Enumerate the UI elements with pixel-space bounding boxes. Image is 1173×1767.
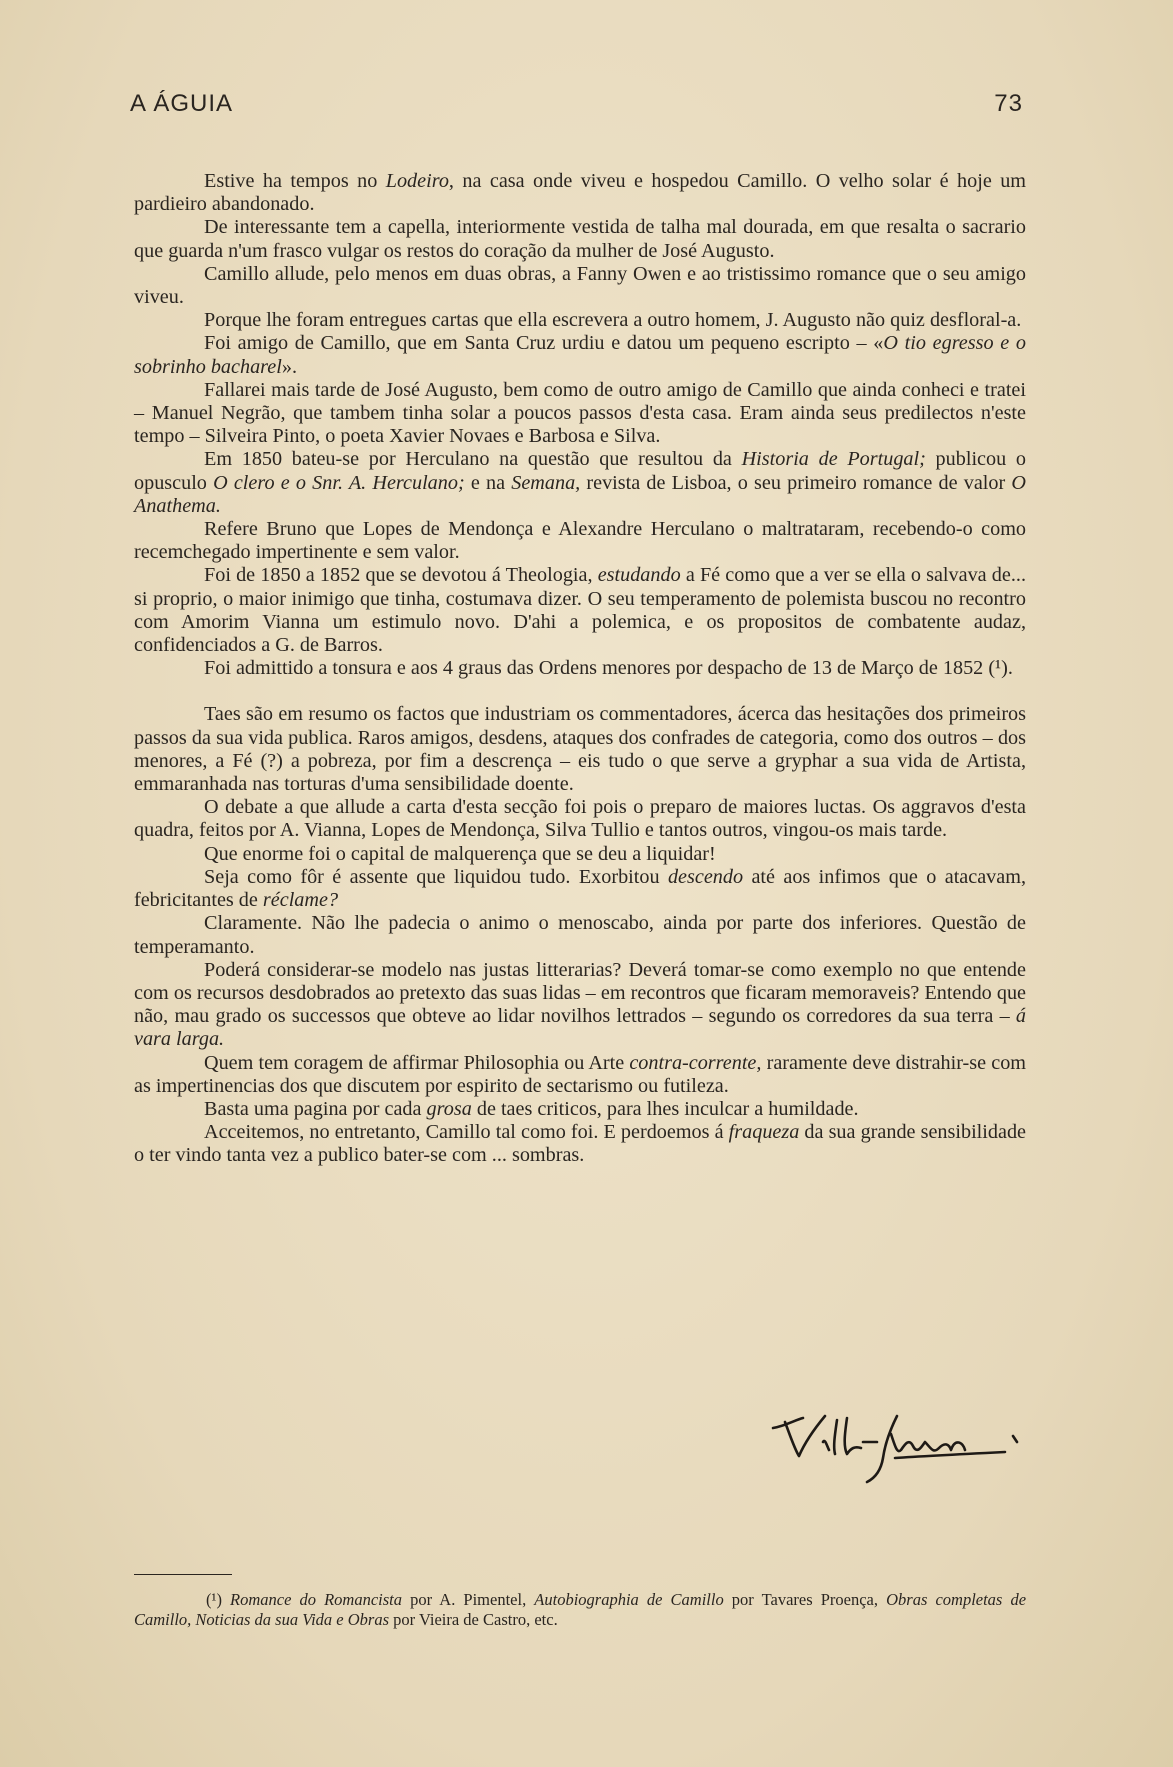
text-run: Taes são em resumo os factos que industriam os commentadores, ácerca das hesitações dos primeiros passos da sua vida publica. Raros amigos, desdens, ataques dos confrades de categoria, como dos outros – dos menores, a Fé (?) a pobreza, por fim a descrença – eis tudo o que serve a gryphar a sua vida de Artista, emmaranhada nas torturas d'uma sensibilidade doente. [134,703,1026,796]
text-run: (¹) [206,1590,231,1609]
text-run: , na casa onde viveu e hospedou Camillo. O velho solar é hoje um pardieiro abandonado. [134,170,1027,216]
paragraph [134,332,1026,378]
italic-text: Obras completas de Camillo, Noticias da sua Vida e Obras [134,1590,1027,1629]
italic-text: estudando [597,564,681,587]
text-run: Foi de 1850 a 1852 que se devotou á Theologia, [204,564,598,587]
paragraph [134,866,1026,912]
text-run: Seja como fôr é assente que liquidou tudo. Exorbitou [204,865,668,888]
article-body [134,170,1026,1168]
paragraph [134,703,1026,796]
footnote [134,1590,1026,1630]
text-run: Que enorme foi o capital de malquerença que se deu a liquidar! [204,842,716,865]
text-run: Camillo allude, pelo menos em duas obras, a Fanny Owen e ao tristissimo romance que o seu amigo viveu. [134,262,1026,309]
paragraph [134,1121,1026,1167]
italic-text: Autobiographia de Camillo [534,1590,724,1609]
text-run: e na [464,471,512,494]
italic-text: Semana, [511,471,581,494]
text-run: revista de Lisboa, o seu primeiro romance de valor [580,471,1012,494]
italic-text: réclame? [262,889,339,912]
journal-title: A ÁGUIA [130,90,234,117]
italic-text: descendo [667,865,744,888]
text-run: Em 1850 bateu-se por Herculano na questão que resultou da [204,448,742,471]
paragraph [134,448,1026,518]
text-run: raramente deve distrahir-se com as impertinencias dos que discutem por espirito de sectarismo ou futileza. [134,1051,1026,1097]
text-run: O debate a que allude a carta d'esta secção foi pois o preparo de maiores luctas. Os aggravos d'esta quadra, feitos por A. Vianna, Lopes de Mendonça, Silva Tullio e tantos outros, vingou-os mais tarde. [134,796,1026,842]
paragraph [134,518,1026,564]
italic-text: Historia de Portugal; [741,448,926,471]
text-run: Foi amigo de Camillo, que em Santa Cruz urdiu e datou um pequeno escripto – « [204,332,884,355]
paragraph [134,263,1026,309]
italic-text: O tio egresso e o sobrinho bacharel [134,332,1026,378]
italic-text: Lodeiro [385,170,449,192]
text-run: Acceitemos, no entretanto, Camillo tal como foi. E perdoemos á [204,1121,729,1144]
paragraph [134,959,1026,1052]
text-run: Basta uma pagina por cada [204,1097,427,1120]
italic-text: fraqueza [728,1121,800,1144]
text-run: Porque lhe foram entregues cartas que ella escrevera a outro homem, J. Augusto não quiz desfloral-a. [204,309,1022,332]
text-run: Refere Bruno que Lopes de Mendonça e Alexandre Herculano o maltrataram, recebendo-o como recemchegado impertinente e sem valor. [134,518,1026,564]
text-run: Foi admittido a tonsura e aos 4 graus das Ordens menores por despacho de 13 de Março de 1852 (¹). [204,657,1013,680]
text-run: Poderá considerar-se modelo nas justas litterarias? Deverá tomar-se como exemplo no que entende com os recursos desdobrados ao pretexto das suas lidas – em recontros que ficaram memoraveis? Entendo que não, mau grado os successos que obteve ao lidar novilhos lettrados – segundo os corredores da sua terra [134,958,1026,1028]
page-number: 73 [994,90,1023,117]
text-run: por Vieira de Castro, etc. [389,1610,558,1629]
signature [765,1398,1025,1488]
text-run: a Fé como que a ver se ella o salvava de... si proprio, o maior inimigo que tinha, costumava dizer. O seu temperamento de polemista buscou no recontro com Amorim Vianna um estimulo novo. D'ahi a polemica, e os propositos de combatente audaz, confidenciados a G. de Barros. [134,564,1026,657]
italic-text: – á vara larga. [134,1005,1027,1051]
text-run: Quem tem coragem de affirmar Philosophia ou Arte [204,1051,630,1074]
paragraph [134,564,1026,657]
paragraph [134,912,1026,958]
text-run: Claramente. Não lhe padecia o animo o menoscabo, ainda por parte dos inferiores. Questão de temperamanto. [134,912,1026,958]
paragraph [134,843,1026,866]
italic-text: Romance do Romancista [230,1590,403,1609]
paragraph [134,170,1026,216]
italic-text: O clero e o Snr. A. Herculano; [213,471,465,494]
paragraph [134,379,1026,449]
text-run: até aos infimos que o atacavam, febricitantes de [134,865,1026,912]
italic-text: grosa [426,1097,472,1120]
text-run: por A. Pimentel, [402,1590,535,1609]
text-run: publicou o opusculo [134,448,1026,494]
text-run: ». [281,355,297,378]
text-run: da sua grande sensibilidade o ter vindo tanta vez a publico bater-se com ... sombras. [134,1121,1027,1167]
italic-text: contra-corrente, [629,1051,762,1074]
running-header [130,90,1023,118]
text-run: Fallarei mais tarde de José Augusto, bem como de outro amigo de Camillo que ainda conheci e tratei – Manuel Negrão, que tambem tinha solar a poucos passos d'esta casa. Eram ainda seus predilectos n'este tempo – Silveira Pinto, o poeta Xavier Novaes e Barbosa e Silva. [134,378,1026,448]
paragraph [134,657,1026,680]
paragraph [134,1098,1026,1121]
italic-text: O Anathema. [134,471,1026,517]
paragraph [134,309,1026,332]
text-run: por Tavares Proença, [723,1590,887,1609]
paragraph [134,216,1026,262]
paragraph [134,796,1026,842]
text-run: de taes criticos, para lhes inculcar a humildade. [471,1097,859,1120]
text-run: De interessante tem a capella, interiormente vestida de talha mal dourada, em que resalta o sacrario que guarda n'um frasco vulgar os restos do coração da mulher de José Augusto. [134,216,1026,262]
footnote-rule [134,1574,232,1575]
paragraph [134,1052,1026,1098]
text-run: Estive ha tempos no [204,170,386,192]
